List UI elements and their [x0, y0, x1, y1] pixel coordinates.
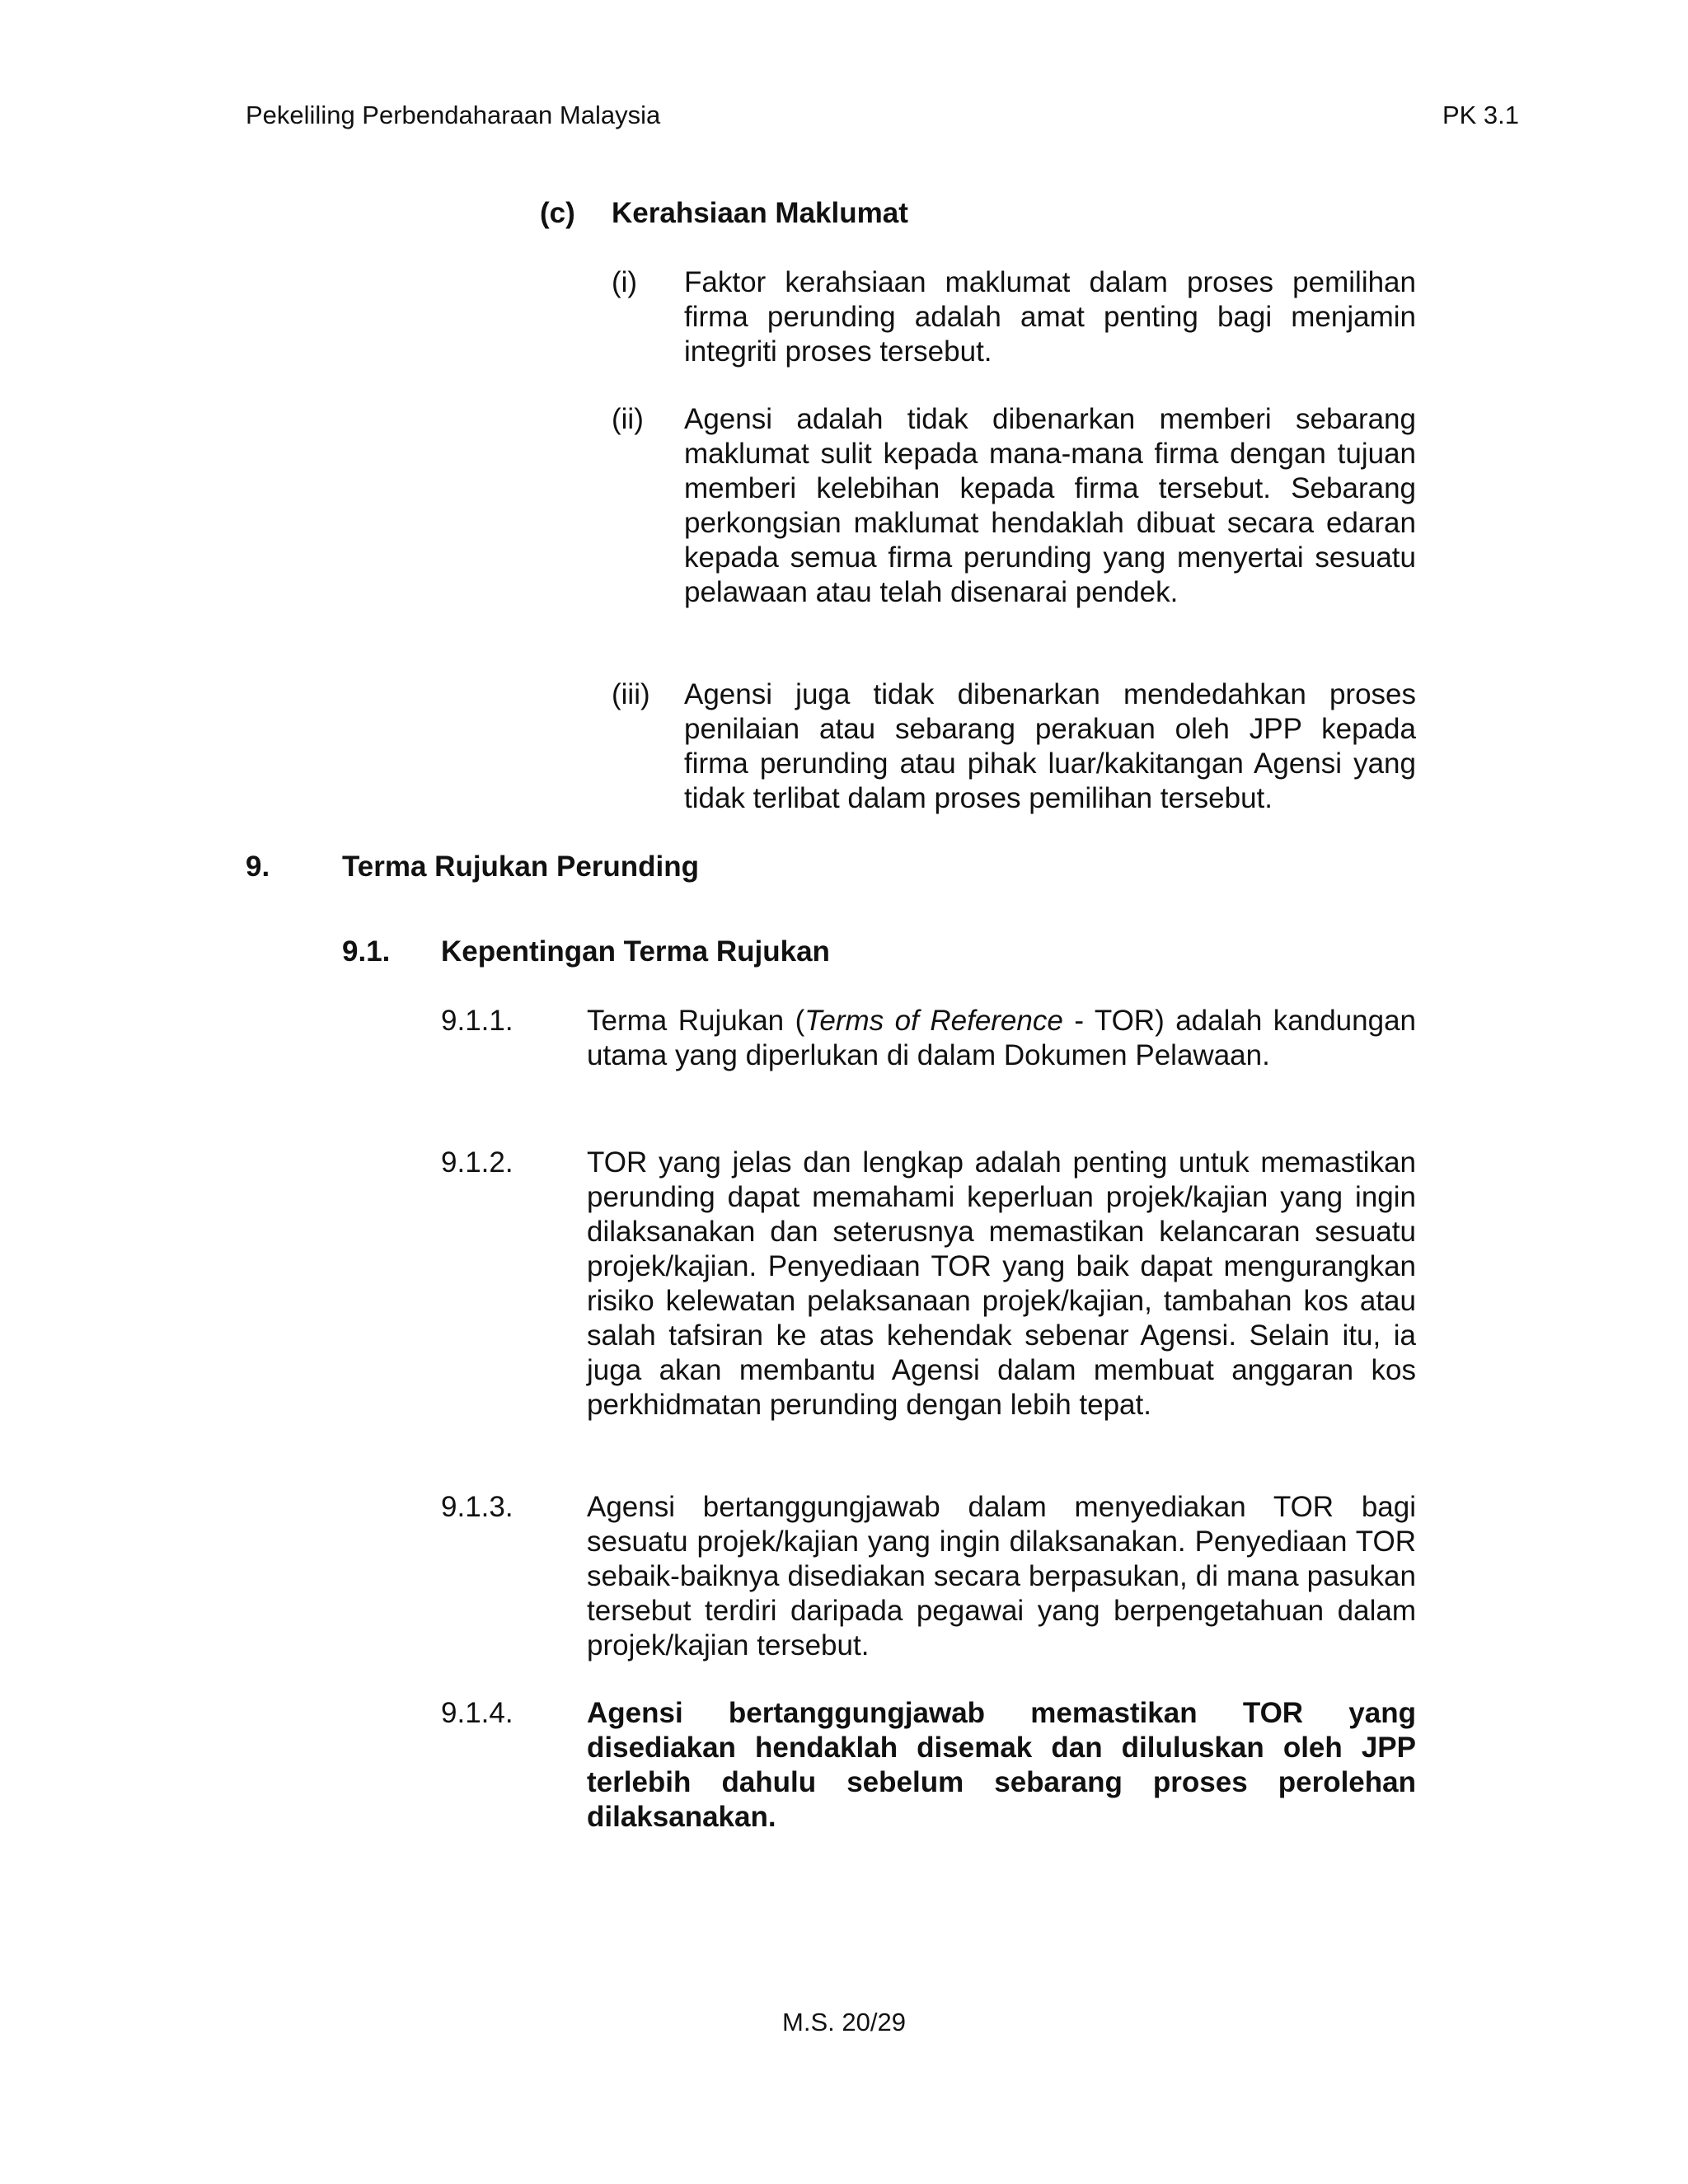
item-ii-label: (ii) — [612, 403, 644, 435]
item-9-1-2-text: TOR yang jelas dan lengkap adalah penting untuk memastikan perunding dapat memahami keperluan projek/kajian yang ingin dilaksanakan dan seterusnya memastikan kelancaran sesuatu projek/kajian. Penyediaan TOR yang baik dapat mengurangkan risiko kelewatan pelaksanaan projek/kajian, tambahan kos atau salah tafsiran ke atas kehendak sebenar Agensi. Selain itu, ia juga akan membantu Agensi dalam membuat anggaran kos perkhidmatan perunding dengan lebih tepat. — [587, 1146, 1416, 1421]
item-9-1-1-text — [587, 1004, 1416, 1073]
section-9-title: Terma Rujukan Perunding — [342, 851, 700, 883]
section-9-1-title: Kepentingan Terma Rujukan — [441, 935, 830, 968]
item-iii-text: Agensi juga tidak dibenarkan mendedahkan proses penilaian atau sebarang perakuan oleh JPP kepada firma perunding atau pihak luar/kakitangan Agensi yang tidak terlibat dalam proses pemilihan tersebut. — [684, 678, 1416, 814]
item-9-1-1-text-italic: Terms of Reference — [804, 1005, 1063, 1037]
section-c-title: Kerahsiaan Maklumat — [612, 197, 908, 229]
item-i-text: Faktor kerahsiaan maklumat dalam proses pemilihan firma perunding adalah amat penting bagi menjamin integriti proses tersebut. — [684, 266, 1416, 368]
header-code: PK 3.1 — [1442, 101, 1519, 129]
item-9-1-4-label: 9.1.4. — [441, 1697, 513, 1729]
item-i-label: (i) — [612, 266, 638, 298]
item-9-1-4-text: Agensi bertanggungjawab memastikan TOR yang disediakan hendaklah disemak dan diluluskan oleh JPP terlebih dahulu sebelum sebarang proses perolehan dilaksanakan. — [587, 1697, 1416, 1833]
header-title: Pekeliling Perbendaharaan Malaysia — [246, 101, 661, 129]
item-9-1-1-text-start: Terma Rujukan ( — [587, 1005, 805, 1037]
page-number: M.S. 20/29 — [782, 2008, 906, 2036]
item-9-1-3-text: Agensi bertanggungjawab dalam menyediakan TOR bagi sesuatu projek/kajian yang ingin dilaksanakan. Penyediaan TOR sebaik-baiknya disediakan secara berpasukan, di mana pasukan tersebut terdiri daripada pegawai yang berpengetahuan dalam projek/kajian tersebut. — [587, 1491, 1416, 1661]
item-ii-text: Agensi adalah tidak dibenarkan memberi sebarang maklumat sulit kepada mana-mana firma dengan tujuan memberi kelebihan kepada firma tersebut. Sebarang perkongsian maklumat hendaklah dibuat secara edaran kepada semua firma perunding yang menyertai sesuatu pelawaan atau telah disenarai pendek. — [684, 403, 1416, 608]
item-9-1-3-label: 9.1.3. — [441, 1491, 513, 1523]
section-c-label: (c) — [540, 197, 575, 229]
item-9-1-2-label: 9.1.2. — [441, 1146, 513, 1179]
item-iii-label: (iii) — [612, 678, 650, 710]
item-9-1-1-text-end: - TOR) adalah kandungan utama yang diperlukan di dalam Dokumen Pelawaan. — [587, 1005, 1416, 1071]
section-9-number: 9. — [246, 851, 270, 883]
section-9-1-number: 9.1. — [342, 935, 391, 968]
item-9-1-1-label: 9.1.1. — [441, 1005, 513, 1037]
